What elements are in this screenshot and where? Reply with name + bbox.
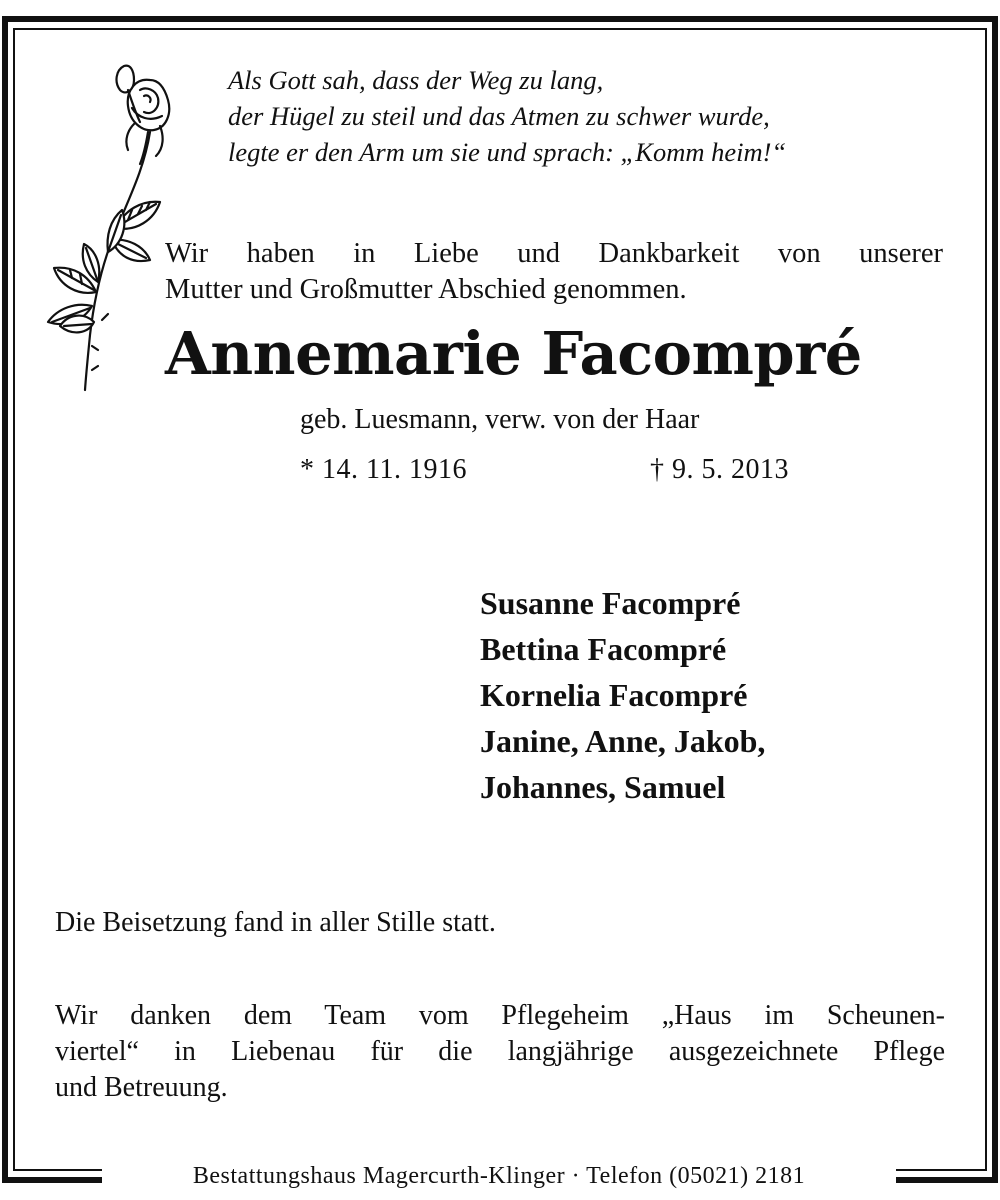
mourner-name: Janine, Anne, Jakob, <box>480 723 766 759</box>
poem-line: Als Gott sah, dass der Weg zu lang, <box>228 65 604 95</box>
poem-line: legte er den Arm um sie und sprach: „Komm heim!“ <box>228 137 787 167</box>
thanks-line: und Betreuung. <box>55 1072 228 1103</box>
intro-line: Mutter und Großmutter Abschied genommen. <box>165 274 687 305</box>
mourner-name: Bettina Facompré <box>480 631 727 667</box>
intro-line: Wir haben in Liebe und Dankbarkeit von unserer <box>165 238 943 269</box>
deceased-name: Annemarie Facompré <box>165 319 862 388</box>
announcement-intro <box>165 236 943 308</box>
thanks-line: Wir danken dem Team vom Pflegeheim „Haus im Scheunen- <box>55 1000 945 1031</box>
rose-icon <box>32 60 172 395</box>
funeral-home-footer: Bestattungshaus Magercurth-Klinger · Telefon (05021) 2181 <box>192 1162 806 1189</box>
death-date: † 9. 5. 2013 <box>650 454 789 485</box>
memorial-poem <box>228 62 968 170</box>
thanks-paragraph <box>55 998 945 1106</box>
mourner-name: Johannes, Samuel <box>480 769 726 805</box>
maiden-name-line: geb. Luesmann, verw. von der Haar <box>300 404 700 435</box>
birth-date: * 14. 11. 1916 <box>300 454 467 485</box>
burial-note: Die Beisetzung fand in aller Stille statt. <box>55 907 496 938</box>
poem-line: der Hügel zu steil und das Atmen zu schwer wurde, <box>228 101 770 131</box>
mourner-name: Kornelia Facompré <box>480 677 748 713</box>
mourner-name: Susanne Facompré <box>480 585 741 621</box>
thanks-line: viertel“ in Liebenau für die langjährige ausgezeichnete Pflege <box>55 1036 945 1067</box>
mourners-list <box>480 580 940 810</box>
